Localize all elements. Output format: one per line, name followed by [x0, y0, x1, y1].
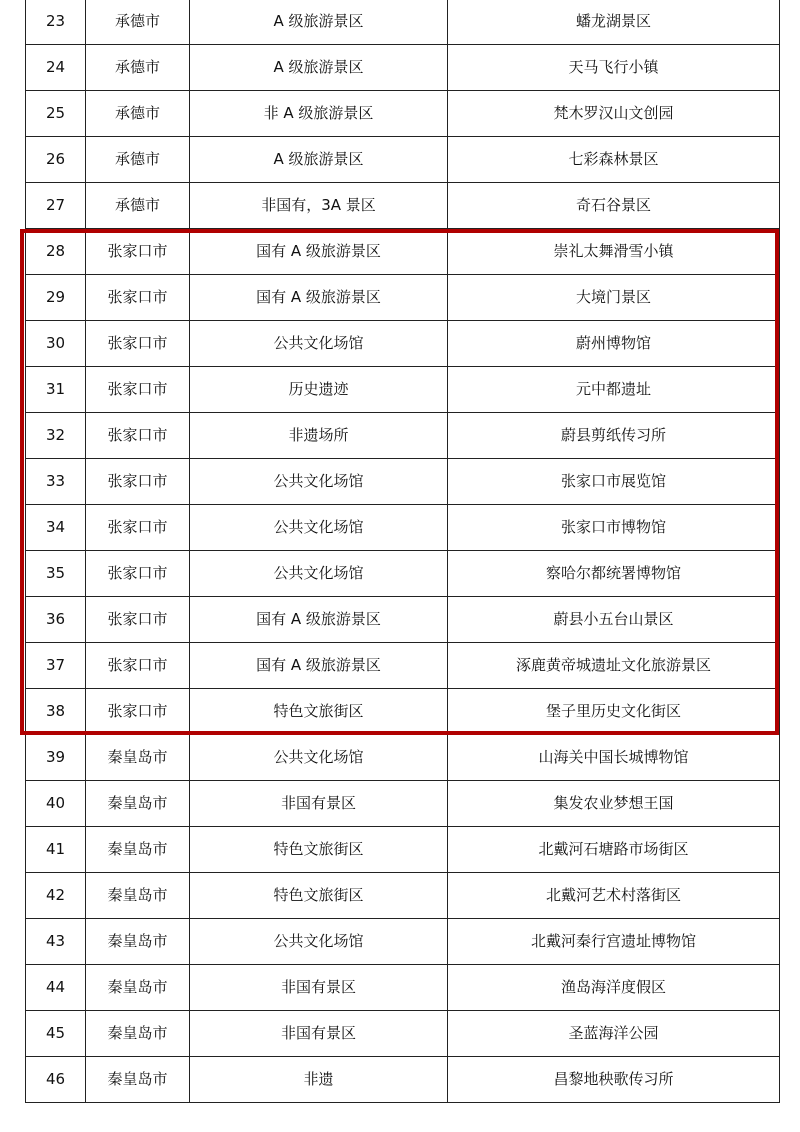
site-name-cell: 堡子里历史文化街区: [448, 689, 780, 735]
site-type-cell: A 级旅游景区: [190, 0, 448, 45]
row-number-cell: 41: [26, 827, 86, 873]
table-row: [26, 597, 780, 643]
row-number-cell: 27: [26, 183, 86, 229]
sites-table: [25, 0, 780, 1103]
row-number-cell: 31: [26, 367, 86, 413]
city-cell: 秦皇岛市: [86, 965, 190, 1011]
table-row: [26, 137, 780, 183]
city-cell: 秦皇岛市: [86, 1057, 190, 1103]
table-row: [26, 781, 780, 827]
city-cell: 承德市: [86, 45, 190, 91]
site-type-cell: 非国有景区: [190, 781, 448, 827]
site-name-cell: 涿鹿黄帝城遗址文化旅游景区: [448, 643, 780, 689]
row-number-cell: 43: [26, 919, 86, 965]
site-name-cell: 七彩森林景区: [448, 137, 780, 183]
city-cell: 张家口市: [86, 689, 190, 735]
row-number-cell: 30: [26, 321, 86, 367]
site-type-cell: 国有 A 级旅游景区: [190, 275, 448, 321]
city-cell: 张家口市: [86, 321, 190, 367]
site-name-cell: 大境门景区: [448, 275, 780, 321]
site-type-cell: 特色文旅街区: [190, 689, 448, 735]
table-body: [26, 0, 780, 1103]
site-name-cell: 蔚县剪纸传习所: [448, 413, 780, 459]
site-type-cell: 公共文化场馆: [190, 505, 448, 551]
site-type-cell: 特色文旅街区: [190, 873, 448, 919]
city-cell: 承德市: [86, 183, 190, 229]
row-number-cell: 38: [26, 689, 86, 735]
table-row: [26, 643, 780, 689]
site-type-cell: 公共文化场馆: [190, 321, 448, 367]
site-name-cell: 天马飞行小镇: [448, 45, 780, 91]
site-type-cell: 国有 A 级旅游景区: [190, 643, 448, 689]
city-cell: 张家口市: [86, 459, 190, 505]
table-row: [26, 275, 780, 321]
table-row: [26, 229, 780, 275]
table-row: [26, 735, 780, 781]
site-type-cell: 公共文化场馆: [190, 459, 448, 505]
table-row: [26, 321, 780, 367]
city-cell: 张家口市: [86, 643, 190, 689]
site-type-cell: 公共文化场馆: [190, 919, 448, 965]
site-name-cell: 渔岛海洋度假区: [448, 965, 780, 1011]
site-type-cell: A 级旅游景区: [190, 45, 448, 91]
city-cell: 秦皇岛市: [86, 827, 190, 873]
city-cell: 张家口市: [86, 551, 190, 597]
row-number-cell: 45: [26, 1011, 86, 1057]
site-name-cell: 蔚州博物馆: [448, 321, 780, 367]
city-cell: 秦皇岛市: [86, 735, 190, 781]
table-row: [26, 91, 780, 137]
site-type-cell: 国有 A 级旅游景区: [190, 229, 448, 275]
table-row: [26, 413, 780, 459]
city-cell: 张家口市: [86, 367, 190, 413]
table-row: [26, 0, 780, 45]
site-type-cell: 特色文旅街区: [190, 827, 448, 873]
table-row: [26, 1057, 780, 1103]
city-cell: 承德市: [86, 137, 190, 183]
row-number-cell: 42: [26, 873, 86, 919]
row-number-cell: 39: [26, 735, 86, 781]
table-row: [26, 459, 780, 505]
row-number-cell: 37: [26, 643, 86, 689]
site-type-cell: 非国有，3A 景区: [190, 183, 448, 229]
site-type-cell: 非国有景区: [190, 965, 448, 1011]
city-cell: 秦皇岛市: [86, 873, 190, 919]
site-type-cell: 国有 A 级旅游景区: [190, 597, 448, 643]
row-number-cell: 26: [26, 137, 86, 183]
table-row: [26, 919, 780, 965]
site-name-cell: 北戴河艺术村落街区: [448, 873, 780, 919]
row-number-cell: 34: [26, 505, 86, 551]
site-name-cell: 梵木罗汉山文创园: [448, 91, 780, 137]
row-number-cell: 32: [26, 413, 86, 459]
city-cell: 张家口市: [86, 275, 190, 321]
row-number-cell: 40: [26, 781, 86, 827]
site-type-cell: 非国有景区: [190, 1011, 448, 1057]
site-name-cell: 元中都遗址: [448, 367, 780, 413]
site-name-cell: 圣蓝海洋公园: [448, 1011, 780, 1057]
row-number-cell: 33: [26, 459, 86, 505]
row-number-cell: 44: [26, 965, 86, 1011]
site-name-cell: 集发农业梦想王国: [448, 781, 780, 827]
site-name-cell: 蔚县小五台山景区: [448, 597, 780, 643]
table-row: [26, 1011, 780, 1057]
table-row: [26, 965, 780, 1011]
site-name-cell: 奇石谷景区: [448, 183, 780, 229]
city-cell: 秦皇岛市: [86, 919, 190, 965]
site-name-cell: 张家口市博物馆: [448, 505, 780, 551]
table-row: [26, 45, 780, 91]
site-name-cell: 北戴河石塘路市场街区: [448, 827, 780, 873]
site-type-cell: 公共文化场馆: [190, 551, 448, 597]
table-row: [26, 551, 780, 597]
city-cell: 张家口市: [86, 413, 190, 459]
row-number-cell: 28: [26, 229, 86, 275]
site-name-cell: 蟠龙湖景区: [448, 0, 780, 45]
table-row: [26, 873, 780, 919]
site-name-cell: 张家口市展览馆: [448, 459, 780, 505]
city-cell: 张家口市: [86, 597, 190, 643]
city-cell: 秦皇岛市: [86, 781, 190, 827]
city-cell: 张家口市: [86, 229, 190, 275]
site-name-cell: 北戴河秦行宫遗址博物馆: [448, 919, 780, 965]
city-cell: 张家口市: [86, 505, 190, 551]
site-name-cell: 察哈尔都统署博物馆: [448, 551, 780, 597]
row-number-cell: 24: [26, 45, 86, 91]
site-type-cell: A 级旅游景区: [190, 137, 448, 183]
table-row: [26, 183, 780, 229]
site-type-cell: 非遗场所: [190, 413, 448, 459]
site-name-cell: 山海关中国长城博物馆: [448, 735, 780, 781]
row-number-cell: 46: [26, 1057, 86, 1103]
row-number-cell: 25: [26, 91, 86, 137]
city-cell: 承德市: [86, 91, 190, 137]
row-number-cell: 23: [26, 0, 86, 45]
row-number-cell: 29: [26, 275, 86, 321]
table-row: [26, 367, 780, 413]
site-type-cell: 非遗: [190, 1057, 448, 1103]
row-number-cell: 36: [26, 597, 86, 643]
row-number-cell: 35: [26, 551, 86, 597]
table-row: [26, 827, 780, 873]
site-type-cell: 历史遗迹: [190, 367, 448, 413]
site-name-cell: 昌黎地秧歌传习所: [448, 1057, 780, 1103]
site-name-cell: 崇礼太舞滑雪小镇: [448, 229, 780, 275]
site-type-cell: 非 A 级旅游景区: [190, 91, 448, 137]
table-row: [26, 505, 780, 551]
city-cell: 秦皇岛市: [86, 1011, 190, 1057]
site-type-cell: 公共文化场馆: [190, 735, 448, 781]
city-cell: 承德市: [86, 0, 190, 45]
table-row: [26, 689, 780, 735]
